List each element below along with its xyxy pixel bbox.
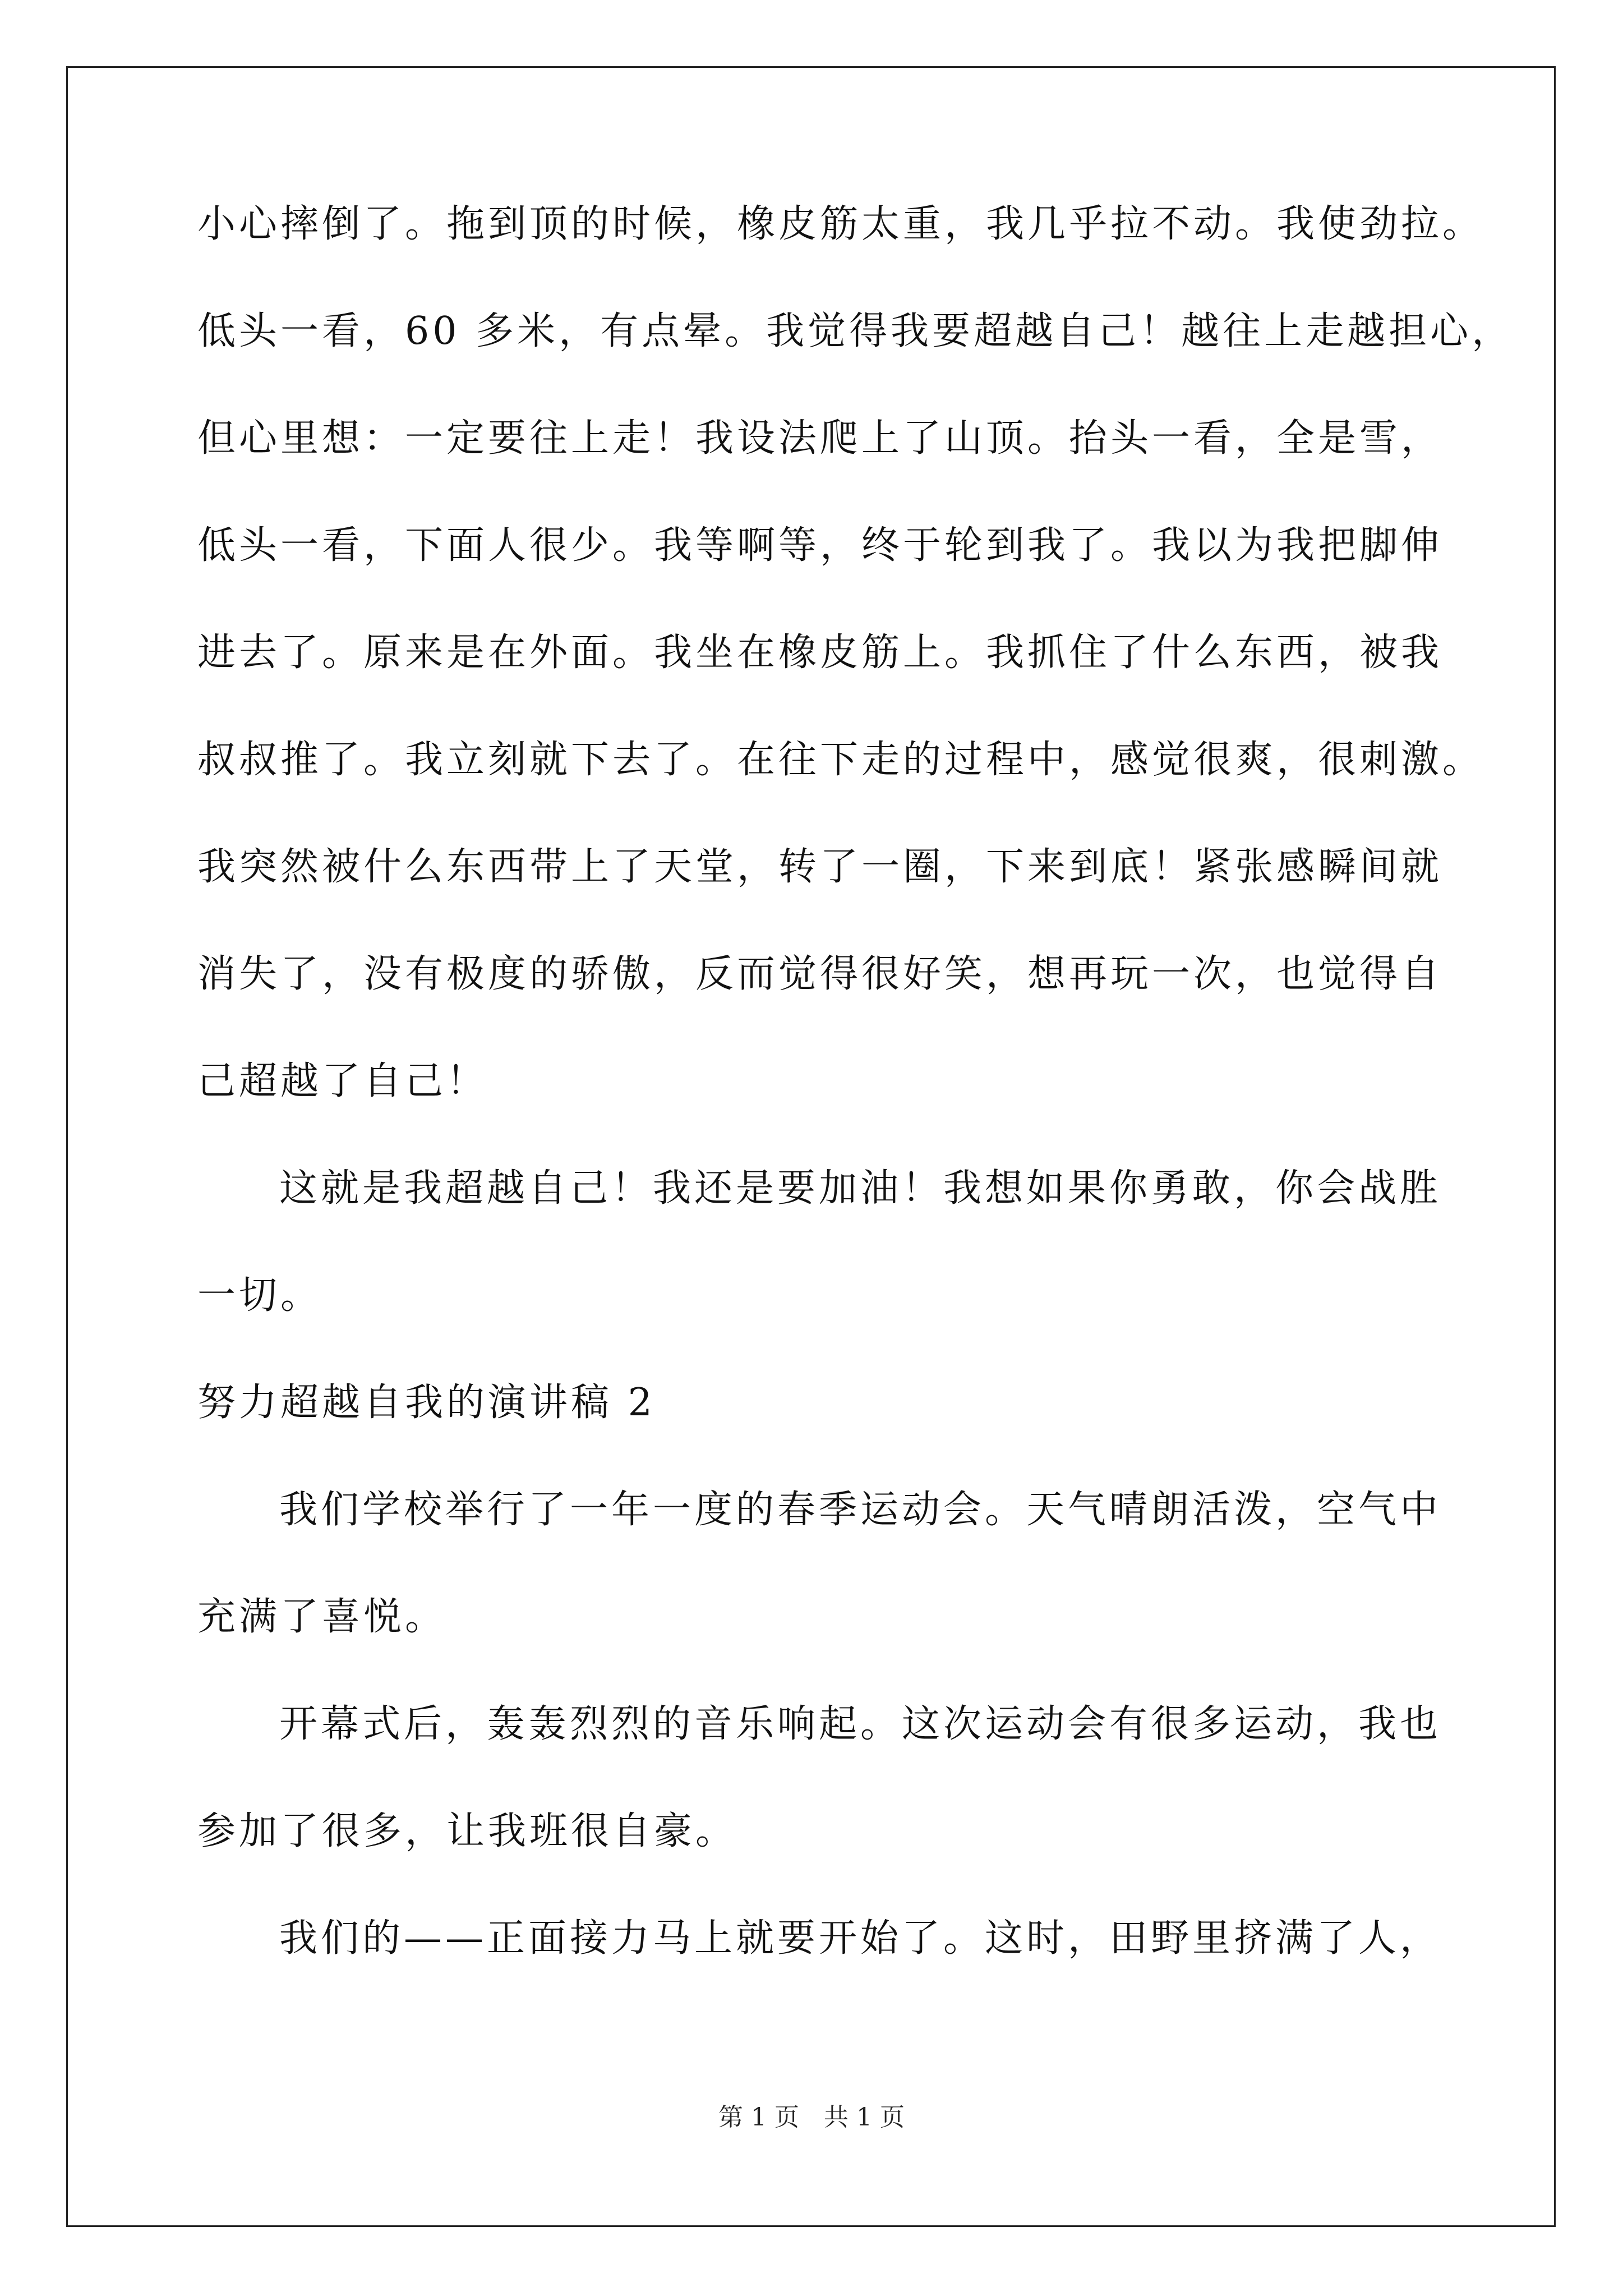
text-line: 低头一看，60 多米，有点晕。我觉得我要超越自己！越往上走越担心，	[197, 309, 1514, 353]
text-line: 消失了，没有极度的骄傲，反而觉得很好笑，想再玩一次，也觉得自	[197, 952, 1443, 996]
text-line: 叔叔推了。我立刻就下去了。在往下走的过程中，感觉很爽，很刺激。	[197, 738, 1484, 782]
text-line: 参加了很多，让我班很自豪。	[197, 1809, 737, 1853]
paragraph-line: 我们学校举行了一年一度的春季运动会。天气晴朗活泼，空气中	[279, 1488, 1442, 1532]
section-title: 努力超越自我的演讲稿 2	[197, 1381, 656, 1425]
page-footer: 第 1 页 共 1 页	[718, 2103, 905, 2132]
text-line: 低头一看，下面人很少。我等啊等，终于轮到我了。我以为我把脚伸	[197, 523, 1443, 568]
paragraph-line: 这就是我超越自己！我还是要加油！我想如果你勇敢，你会战胜	[279, 1166, 1442, 1211]
text-line: 但心里想：一定要往上走！我设法爬上了山顶。抬头一看，全是雪，	[197, 416, 1443, 461]
paragraph-line: 我们的——正面接力马上就要开始了。这时，田野里挤满了人，	[279, 1916, 1442, 1961]
text-line: 我突然被什么东西带上了天堂，转了一圈，下来到底！紧张感瞬间就	[197, 845, 1443, 889]
text-line: 充满了喜悦。	[197, 1595, 447, 1639]
text-line: 小心摔倒了。拖到顶的时候，橡皮筋太重，我几乎拉不动。我使劲拉。	[197, 202, 1484, 246]
page-border	[66, 66, 1556, 2227]
text-line: 一切。	[197, 1273, 322, 1318]
text-line: 进去了。原来是在外面。我坐在橡皮筋上。我抓住了什么东西，被我	[197, 631, 1443, 675]
text-line: 己超越了自己！	[197, 1059, 488, 1103]
paragraph-line: 开幕式后，轰轰烈烈的音乐响起。这次运动会有很多运动，我也	[279, 1702, 1442, 1746]
